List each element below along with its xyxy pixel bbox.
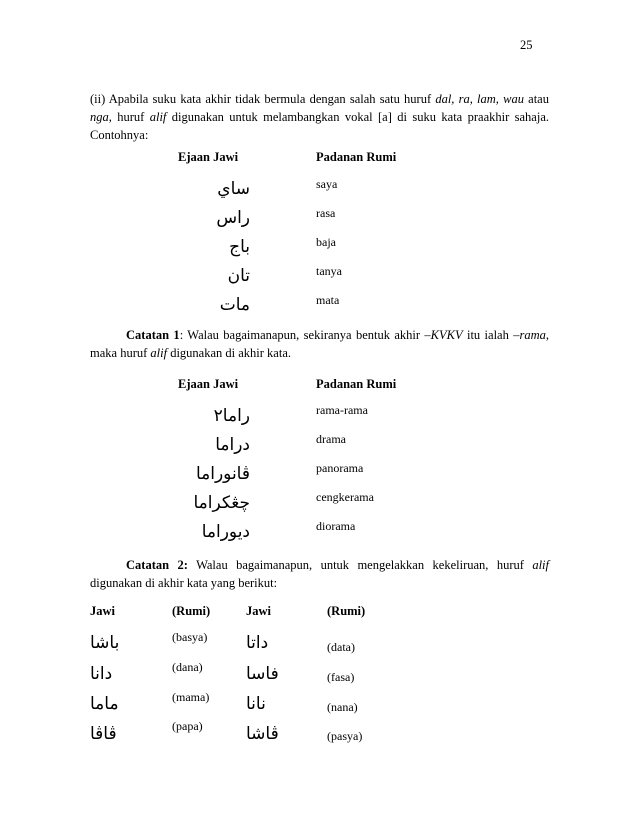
note1-text-1: : Walau bagaimanapun, sekiranya bentuk akhir (179, 328, 425, 342)
table2-rumi-2: drama (316, 432, 346, 446)
table1-header-rumi: Padanan Rumi (316, 150, 397, 164)
table3-jawi2-row1: داتا (246, 633, 269, 653)
note1-paragraph (90, 326, 549, 362)
table3-rumi1-row1: (basya) (172, 630, 208, 644)
table1-jawi-5: مات (219, 295, 250, 315)
table3-rumi1-row4: (papa) (172, 719, 203, 733)
table3-jawi2-row4: ڤاشا (246, 724, 279, 744)
intro-text-4: digunakan untuk melambangkan vokal [a] di suku kata praakhir sahaja. Contohnya: (90, 110, 549, 142)
table1-jawi-4: تان (227, 266, 250, 286)
table3-header-jawi-1: Jawi (90, 604, 115, 618)
note1-text-2: itu ialah (462, 328, 514, 342)
table1-rumi-1: saya (316, 177, 338, 191)
table3-jawi2-row3: نانا (246, 694, 266, 714)
table1-jawi-1: ساي (217, 179, 250, 199)
table1-rumi-3: baja (316, 235, 336, 249)
note1-rama: –rama (513, 328, 546, 342)
table1-rumi-5: mata (316, 293, 340, 307)
note2-label: Catatan 2: (126, 558, 188, 572)
table3-jawi1-row1: باشا (90, 633, 120, 653)
table3-header-rumi-2: (Rumi) (327, 604, 366, 618)
table1-rumi-4: tanya (316, 264, 342, 278)
intro-text-3: , huruf (108, 110, 150, 124)
table2-header-rumi: Padanan Rumi (316, 377, 397, 391)
note1-alif: alif (150, 346, 168, 360)
note1-kvkv: –KVKV (424, 328, 463, 342)
intro-paragraph (90, 90, 549, 144)
table1-jawi-2: راس (216, 208, 250, 228)
table3-jawi2-row2: فاسا (246, 664, 279, 684)
table2-jawi-1: راما٢ (213, 406, 250, 426)
table2-header-jawi: Ejaan Jawi (178, 377, 239, 391)
table3-rumi2-row1: (data) (327, 640, 355, 654)
table3-jawi1-row2: دانا (90, 664, 113, 684)
table2-jawi-3: ڤانوراما (195, 464, 250, 484)
note1-label: Catatan 1 (126, 328, 180, 342)
table3-jawi1-row4: ڤاڤا (90, 724, 117, 744)
table1-jawi-3: باج (229, 237, 250, 257)
note1-text-3: , maka huruf (90, 328, 549, 360)
intro-alif: alif (149, 110, 167, 124)
intro-letters: dal, ra, lam, wau (435, 92, 524, 106)
intro-text-2: atau (523, 92, 549, 106)
table2-rumi-3: panorama (316, 461, 364, 475)
intro-text-1: (ii) Apabila suku kata akhir tidak bermula dengan salah satu huruf (90, 92, 436, 106)
table2-jawi-2: دراما (215, 435, 250, 455)
table3-rumi2-row4: (pasya) (327, 729, 363, 743)
table3-jawi1-row3: ماما (90, 694, 119, 714)
note1-text-4: digunakan di akhir kata. (167, 346, 291, 360)
table3-rumi1-row3: (mama) (172, 690, 210, 704)
table2-rumi-1: rama-rama (316, 403, 368, 417)
table3-rumi2-row3: (nana) (327, 700, 358, 714)
note2-paragraph (90, 556, 549, 592)
table2-rumi-4: cengkerama (316, 490, 374, 504)
table2-jawi-4: چڠکراما (193, 493, 250, 513)
table3-header-jawi-2: Jawi (246, 604, 271, 618)
table3-rumi2-row2: (fasa) (327, 670, 355, 684)
table2-jawi-5: ديوراما (201, 522, 250, 542)
table2-rumi-5: diorama (316, 519, 356, 533)
table1-header-jawi: Ejaan Jawi (178, 150, 239, 164)
table3-rumi1-row2: (dana) (172, 660, 203, 674)
intro-nga: nga (90, 110, 109, 124)
note2-alif: alif (532, 558, 549, 572)
table1-rumi-2: rasa (316, 206, 336, 220)
table3-header-rumi-1: (Rumi) (172, 604, 211, 618)
note2-text-1: Walau bagaimanapun, untuk mengelakkan kekeliruan, huruf (187, 558, 533, 572)
note2-text-2: digunakan di akhir kata yang berikut: (90, 576, 278, 590)
page-number: 25 (520, 38, 533, 52)
